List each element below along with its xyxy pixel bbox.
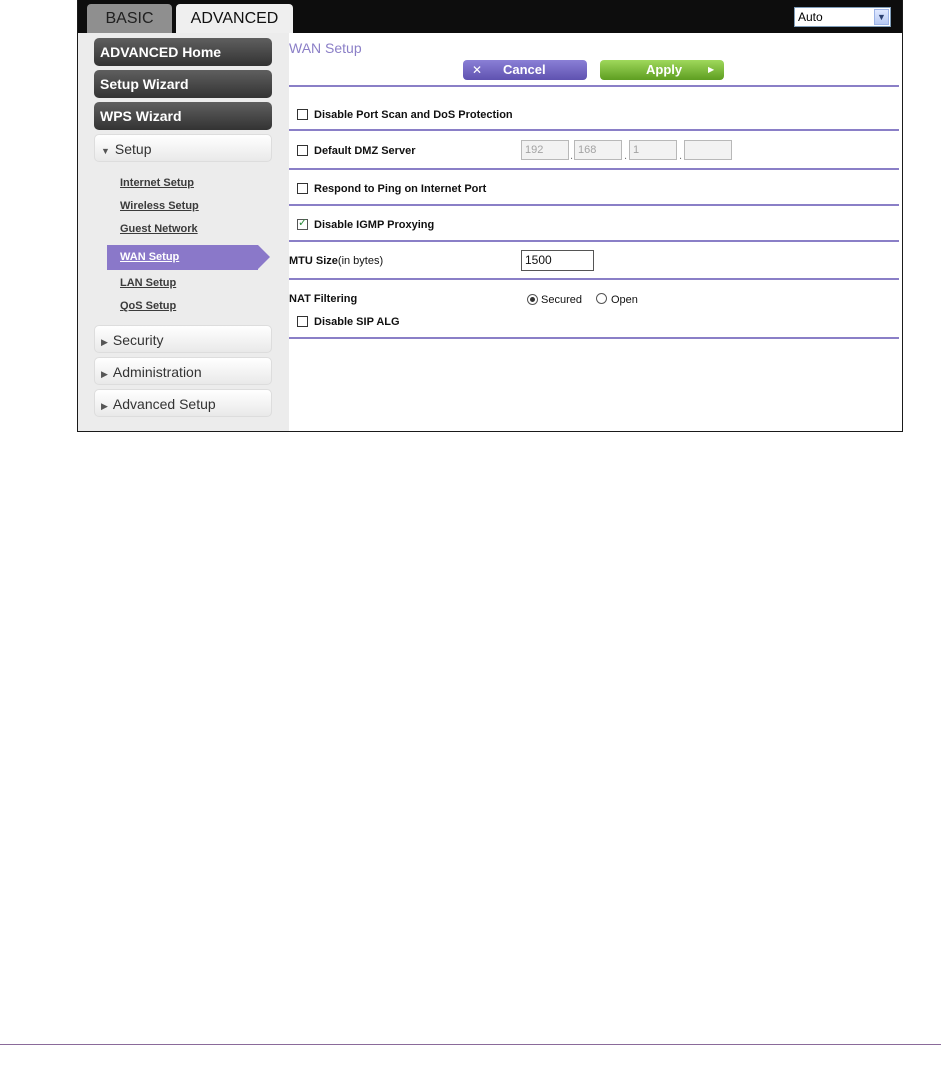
wps-wizard-button[interactable]: WPS Wizard xyxy=(94,102,272,130)
disable-port-scan-checkbox[interactable] xyxy=(297,109,308,120)
default-dmz-label: Default DMZ Server xyxy=(314,145,416,157)
nat-secured-label: Secured xyxy=(541,294,582,306)
ip-dot: . xyxy=(679,150,683,162)
router-admin-frame xyxy=(77,0,903,432)
divider xyxy=(289,337,899,339)
menu-security-label: Security xyxy=(112,332,164,348)
page-footer-rule xyxy=(0,1044,941,1045)
sidebar-item-guest-network[interactable]: Guest Network xyxy=(120,223,198,235)
mtu-size-input[interactable]: 1500 xyxy=(521,250,594,271)
tab-basic[interactable]: BASIC xyxy=(87,4,172,33)
menu-administration-header[interactable] xyxy=(94,357,272,385)
checkmark-icon: ✓ xyxy=(298,217,308,229)
main-content xyxy=(289,33,903,431)
sidebar-item-lan-setup[interactable]: LAN Setup xyxy=(120,277,177,289)
ip-dot: . xyxy=(570,150,574,162)
default-dmz-checkbox[interactable] xyxy=(297,145,308,156)
respond-ping-checkbox[interactable] xyxy=(297,183,308,194)
nat-secured-radio[interactable] xyxy=(527,294,538,305)
caret-down-icon: ▼ xyxy=(101,146,110,156)
menu-setup-label: Setup xyxy=(114,141,152,157)
menu-advanced-setup-label: Advanced Setup xyxy=(112,396,216,412)
chevron-down-icon[interactable]: ▼ xyxy=(874,9,889,25)
dmz-ip-octet-4[interactable] xyxy=(684,140,732,160)
dmz-ip-octet-3[interactable]: 1 xyxy=(629,140,677,160)
play-arrow-icon: ▶ xyxy=(708,65,715,74)
nat-open-radio[interactable] xyxy=(596,293,607,304)
mtu-size-label-text: MTU Size xyxy=(289,255,338,267)
close-icon: ✕ xyxy=(472,63,483,77)
cancel-button-label: Cancel xyxy=(503,62,546,77)
apply-button[interactable] xyxy=(600,60,724,80)
advanced-home-button[interactable]: ADVANCED Home xyxy=(94,38,272,66)
apply-button-label: Apply xyxy=(646,62,683,77)
menu-setup-header[interactable] xyxy=(94,134,272,162)
setup-wizard-button[interactable]: Setup Wizard xyxy=(94,70,272,98)
nat-open-label: Open xyxy=(611,294,638,306)
divider xyxy=(289,204,899,206)
sidebar-item-internet-setup[interactable]: Internet Setup xyxy=(120,177,194,189)
caret-right-icon: ▶ xyxy=(101,401,108,411)
disable-sip-alg-label: Disable SIP ALG xyxy=(314,316,400,328)
sidebar-item-wan-setup[interactable] xyxy=(107,245,270,270)
language-select[interactable] xyxy=(794,7,891,27)
active-item-arrow xyxy=(258,245,270,269)
page-title: WAN Setup xyxy=(289,40,362,56)
language-select-value: Auto xyxy=(798,10,823,24)
caret-right-icon: ▶ xyxy=(101,337,108,347)
sidebar-item-wan-setup-label: WAN Setup xyxy=(120,251,180,263)
cancel-button[interactable] xyxy=(463,60,587,80)
mtu-size-label xyxy=(289,255,383,267)
divider xyxy=(289,129,899,131)
sidebar-item-wireless-setup[interactable]: Wireless Setup xyxy=(120,200,199,212)
ip-dot: . xyxy=(624,150,628,162)
disable-igmp-checkbox[interactable] xyxy=(297,219,308,230)
disable-sip-alg-checkbox[interactable] xyxy=(297,316,308,327)
mtu-size-unit: (in bytes) xyxy=(337,255,384,267)
divider xyxy=(289,85,899,87)
respond-ping-label: Respond to Ping on Internet Port xyxy=(314,183,487,195)
disable-port-scan-label: Disable Port Scan and DoS Protection xyxy=(314,109,513,121)
caret-right-icon: ▶ xyxy=(101,369,108,379)
menu-security-header[interactable] xyxy=(94,325,272,353)
dmz-ip-octet-2[interactable]: 168 xyxy=(574,140,622,160)
divider xyxy=(289,168,899,170)
disable-igmp-label: Disable IGMP Proxying xyxy=(314,219,435,231)
divider xyxy=(289,240,899,242)
nat-filtering-label: NAT Filtering xyxy=(289,293,358,305)
menu-advanced-setup-header[interactable] xyxy=(94,389,272,417)
dmz-ip-octet-1[interactable]: 192 xyxy=(521,140,569,160)
tab-advanced[interactable]: ADVANCED xyxy=(176,4,293,33)
radio-selected-dot xyxy=(530,297,535,302)
menu-administration-label: Administration xyxy=(112,364,202,380)
top-bar xyxy=(78,0,902,33)
divider xyxy=(289,278,899,280)
sidebar-item-qos-setup[interactable]: QoS Setup xyxy=(120,300,177,312)
sidebar xyxy=(78,33,289,431)
